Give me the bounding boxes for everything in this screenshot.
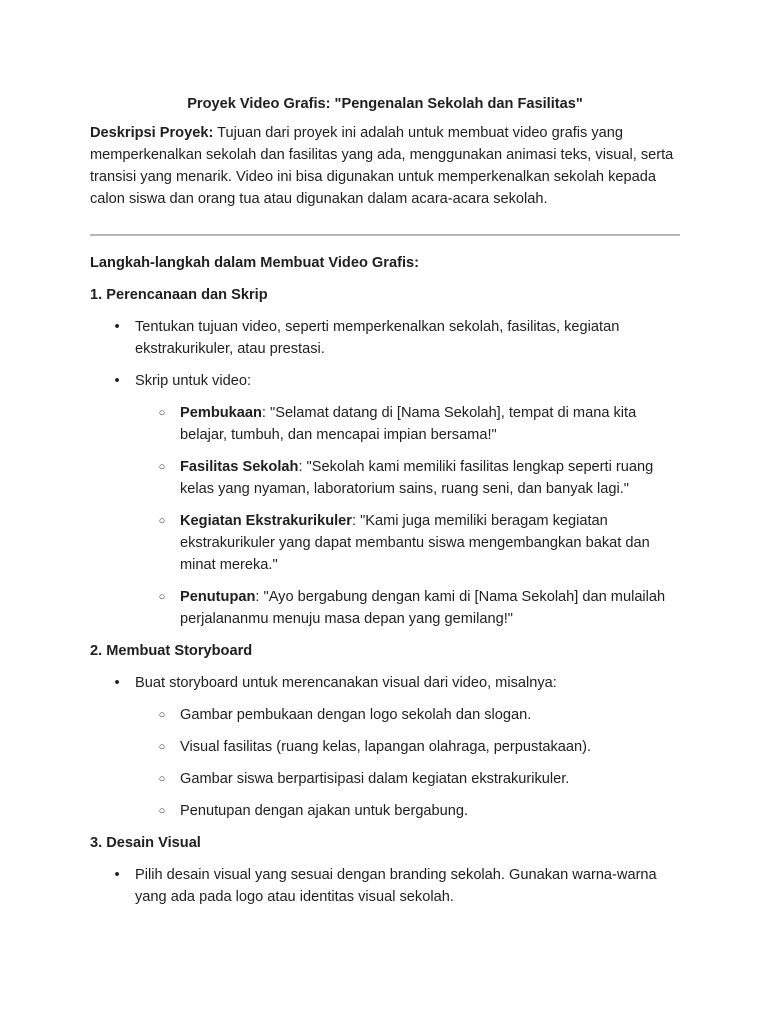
circle-bullet-icon: ○	[158, 709, 166, 721]
bullet-icon: •	[114, 373, 120, 389]
circle-bullet-icon: ○	[158, 591, 166, 603]
sublist-item-text: Penutupan dengan ajakan untuk bergabung.	[180, 803, 469, 819]
sublist-item-text: Gambar pembukaan dengan logo sekolah dan slogan.	[180, 707, 532, 723]
sublist-item-text: : "Selamat datang di [Nama Sekolah], tempat di mana kita belajar, tumbuh, dan mencapai impian bersama!"	[180, 405, 637, 443]
list-item-text: Tentukan tujuan video, seperti memperkenalkan sekolah, fasilitas, kegiatan ekstrakurikuler, atau prestasi.	[135, 319, 620, 357]
sublist-item-label: Kegiatan Ekstrakurikuler	[180, 513, 352, 529]
document-page	[90, 93, 680, 918]
project-description	[90, 122, 680, 210]
section-list-storyboard	[90, 672, 680, 822]
bullet-icon: •	[114, 675, 120, 691]
circle-bullet-icon: ○	[158, 773, 166, 785]
circle-bullet-icon: ○	[158, 805, 166, 817]
storyboard-sublist	[135, 704, 680, 822]
document-title: Proyek Video Grafis: "Pengenalan Sekolah dan Fasilitas"	[187, 96, 583, 112]
sublist-item-text: : "Ayo bergabung dengan kami di [Nama Sekolah] dan mulailah perjalananmu menuju masa depan yang gemilang!"	[180, 589, 666, 627]
sublist-item	[135, 402, 680, 446]
section-heading-visual-design: 3. Desain Visual	[90, 835, 201, 851]
list-item	[90, 316, 680, 360]
steps-heading: Langkah-langkah dalam Membuat Video Grafis:	[90, 255, 419, 271]
sublist-item-text: Visual fasilitas (ruang kelas, lapangan olahraga, perpustakaan).	[180, 739, 592, 755]
sublist-item	[135, 736, 680, 758]
sublist-item-text: Gambar siswa berpartisipasi dalam kegiatan ekstrakurikuler.	[180, 771, 570, 787]
description-text: Tujuan dari proyek ini adalah untuk membuat video grafis yang memperkenalkan sekolah dan fasilitas yang ada, menggunakan animasi teks, visual, serta transisi yang menarik. Video ini bisa digunakan untuk memperkenalkan sekolah kepada calon siswa dan orang tua atau digunakan dalam acara-acara sekolah.	[90, 125, 674, 207]
section-heading-storyboard: 2. Membuat Storyboard	[90, 643, 253, 659]
sublist-item-label: Pembukaan	[180, 405, 262, 421]
circle-bullet-icon: ○	[158, 407, 166, 419]
description-label: Deskripsi Proyek:	[90, 125, 214, 141]
list-item-text: Buat storyboard untuk merencanakan visual dari video, misalnya:	[135, 675, 557, 691]
sublist-item-text: : "Kami juga memiliki beragam kegiatan ekstrakurikuler yang dapat membantu siswa mengembangkan bakat dan minat mereka."	[180, 513, 650, 573]
sublist-item-label: Penutupan	[180, 589, 256, 605]
sublist-item	[135, 510, 680, 576]
sublist-item-label: Fasilitas Sekolah	[180, 459, 299, 475]
circle-bullet-icon: ○	[158, 741, 166, 753]
list-item-text: Pilih desain visual yang sesuai dengan branding sekolah. Gunakan warna-warna yang ada pada logo atau identitas visual sekolah.	[135, 867, 657, 905]
list-item	[90, 864, 680, 908]
sublist-item-text: : "Sekolah kami memiliki fasilitas lengkap seperti ruang kelas yang nyaman, laboratorium sains, ruang seni, dan banyak lagi."	[180, 459, 654, 497]
bullet-icon: •	[114, 867, 120, 883]
sublist-item	[135, 704, 680, 726]
section-heading-planning: 1. Perencanaan dan Skrip	[90, 287, 268, 303]
sublist-item	[135, 768, 680, 790]
circle-bullet-icon: ○	[158, 461, 166, 473]
sublist-item	[135, 586, 680, 630]
list-item	[90, 672, 680, 822]
horizontal-divider	[90, 234, 680, 236]
list-item-text: Skrip untuk video:	[135, 373, 252, 389]
section-list-planning	[90, 316, 680, 630]
sublist-item	[135, 800, 680, 822]
section-list-visual-design	[90, 864, 680, 908]
script-sublist	[135, 402, 680, 630]
bullet-icon: •	[114, 319, 120, 335]
list-item	[90, 370, 680, 630]
sublist-item	[135, 456, 680, 500]
circle-bullet-icon: ○	[158, 515, 166, 527]
